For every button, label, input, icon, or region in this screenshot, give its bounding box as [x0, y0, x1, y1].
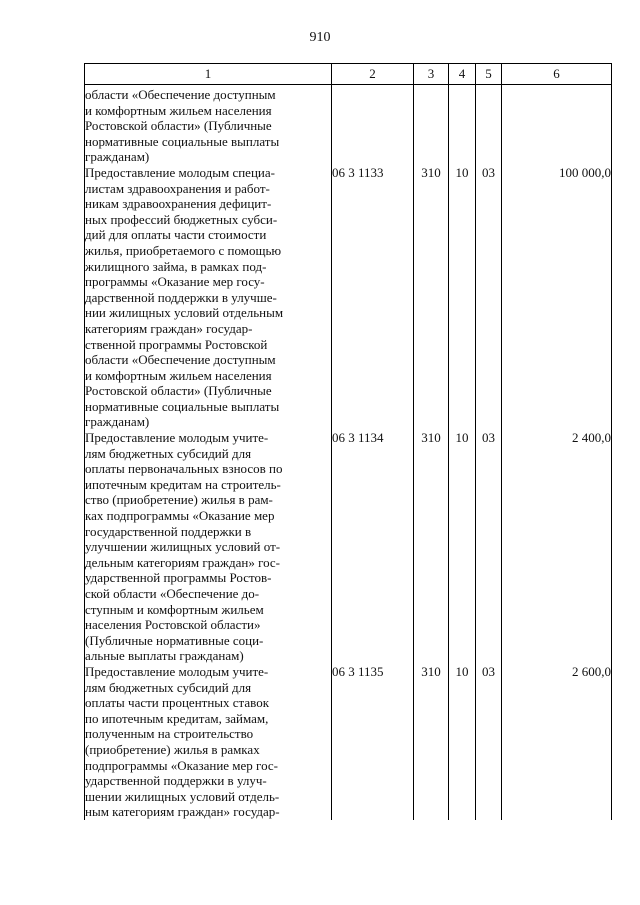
description-line: гражданам)	[85, 414, 150, 430]
subsection-code: 03	[476, 430, 502, 664]
column-header: 5	[476, 64, 502, 85]
amount: 2 400,0	[502, 430, 612, 664]
description-line: жилищного займа, в рамках под-	[85, 258, 267, 274]
description-line: альные выплаты гражданам)	[85, 648, 244, 664]
column-header: 1	[85, 64, 332, 85]
row-description	[85, 85, 332, 165]
page-number: 910	[309, 30, 331, 45]
row-description	[85, 664, 332, 820]
description-line: ных профессий бюджетных субси-	[85, 211, 278, 227]
row-description	[85, 430, 332, 664]
description-line: ство (приобретение) жилья в рам-	[85, 492, 273, 508]
description-line: нормативные социальные выплаты	[85, 133, 280, 149]
description-line: листам здравоохранения и работ-	[85, 180, 270, 196]
table-header-row	[85, 64, 612, 85]
description-line: ным категориям граждан» государ-	[85, 804, 280, 820]
description-line: полученным на строительство	[85, 726, 254, 742]
description-line: дельным категориям граждан» гос-	[85, 554, 280, 570]
description-line: по ипотечным кредитам, займам,	[85, 710, 269, 726]
subsection-code: 03	[476, 664, 502, 820]
table-row	[85, 664, 612, 820]
description-line: государственной поддержки в	[85, 523, 252, 539]
target-article-code	[332, 85, 414, 165]
column-header: 2	[332, 64, 414, 85]
description-line: нормативные социальные выплаты	[85, 398, 280, 414]
description-line: дий для оплаты части стоимости	[85, 227, 267, 243]
description-line: Предоставление молодым учите-	[85, 430, 269, 446]
description-line: ступным и комфортным жильем	[85, 601, 264, 617]
column-header: 3	[414, 64, 449, 85]
budget-table	[84, 63, 612, 820]
description-line: нии жилищных условий отдельным	[85, 305, 284, 321]
description-line: программы «Оказание мер госу-	[85, 274, 265, 290]
section-code	[449, 85, 476, 165]
description-line: (Публичные нормативные соци-	[85, 632, 264, 648]
section-code: 10	[449, 165, 476, 430]
description-line: Предоставление молодым учите-	[85, 663, 269, 679]
description-line: ской области «Обеспечение до-	[85, 586, 260, 601]
description-line: категориям граждан» государ-	[85, 320, 253, 336]
description-line: Ростовской области» (Публичные	[85, 383, 272, 399]
target-article-code: 06 3 1135	[332, 664, 414, 820]
subsection-code	[476, 85, 502, 165]
description-line: лям бюджетных субсидий для	[85, 679, 252, 695]
description-line: гражданам)	[85, 149, 150, 165]
amount: 2 600,0	[502, 664, 612, 820]
expense-type	[414, 85, 449, 165]
description-line: Предоставление молодым специа-	[85, 164, 275, 180]
description-line: и комфортным жильем населения	[85, 367, 272, 383]
description-line: шении жилищных условий отдель-	[85, 788, 280, 804]
description-line: области «Обеспечение доступным	[85, 352, 276, 368]
table-row	[85, 85, 612, 165]
description-line: и комфортным жильем населения	[85, 102, 272, 118]
column-header: 6	[502, 64, 612, 85]
amount	[502, 85, 612, 165]
description-line: лям бюджетных субсидий для	[85, 445, 252, 461]
table-row	[85, 165, 612, 430]
description-line: области «Обеспечение доступным	[85, 87, 276, 102]
description-line: ударственной поддержки в улуч-	[85, 773, 267, 789]
table-row	[85, 430, 612, 664]
target-article-code: 06 3 1134	[332, 430, 414, 664]
description-line: Ростовской области» (Публичные	[85, 118, 272, 134]
description-line: подпрограммы «Оказание мер гос-	[85, 757, 278, 773]
row-description	[85, 165, 332, 430]
description-line: ипотечным кредитам на строитель-	[85, 476, 281, 492]
description-line: дарственной поддержки в улучше-	[85, 289, 277, 305]
description-line: жилья, приобретаемого с помощью	[85, 242, 282, 258]
section-code: 10	[449, 430, 476, 664]
expense-type: 310	[414, 664, 449, 820]
description-line: никам здравоохранения дефицит-	[85, 196, 272, 212]
expense-type: 310	[414, 430, 449, 664]
description-line: (приобретение) жилья в рамках	[85, 741, 260, 757]
description-line: оплаты части процентных ставок	[85, 695, 270, 711]
column-header: 4	[449, 64, 476, 85]
description-line: ударственной программы Ростов-	[85, 570, 272, 586]
description-line: населения Ростовской области»	[85, 617, 261, 633]
subsection-code: 03	[476, 165, 502, 430]
amount: 100 000,0	[502, 165, 612, 430]
description-line: ках подпрограммы «Оказание мер	[85, 508, 275, 524]
target-article-code: 06 3 1133	[332, 165, 414, 430]
section-code: 10	[449, 664, 476, 820]
description-line: улучшении жилищных условий от-	[85, 539, 281, 555]
description-line: ственной программы Ростовской	[85, 336, 268, 352]
description-line: оплаты первоначальных взносов по	[85, 461, 283, 477]
expense-type: 310	[414, 165, 449, 430]
